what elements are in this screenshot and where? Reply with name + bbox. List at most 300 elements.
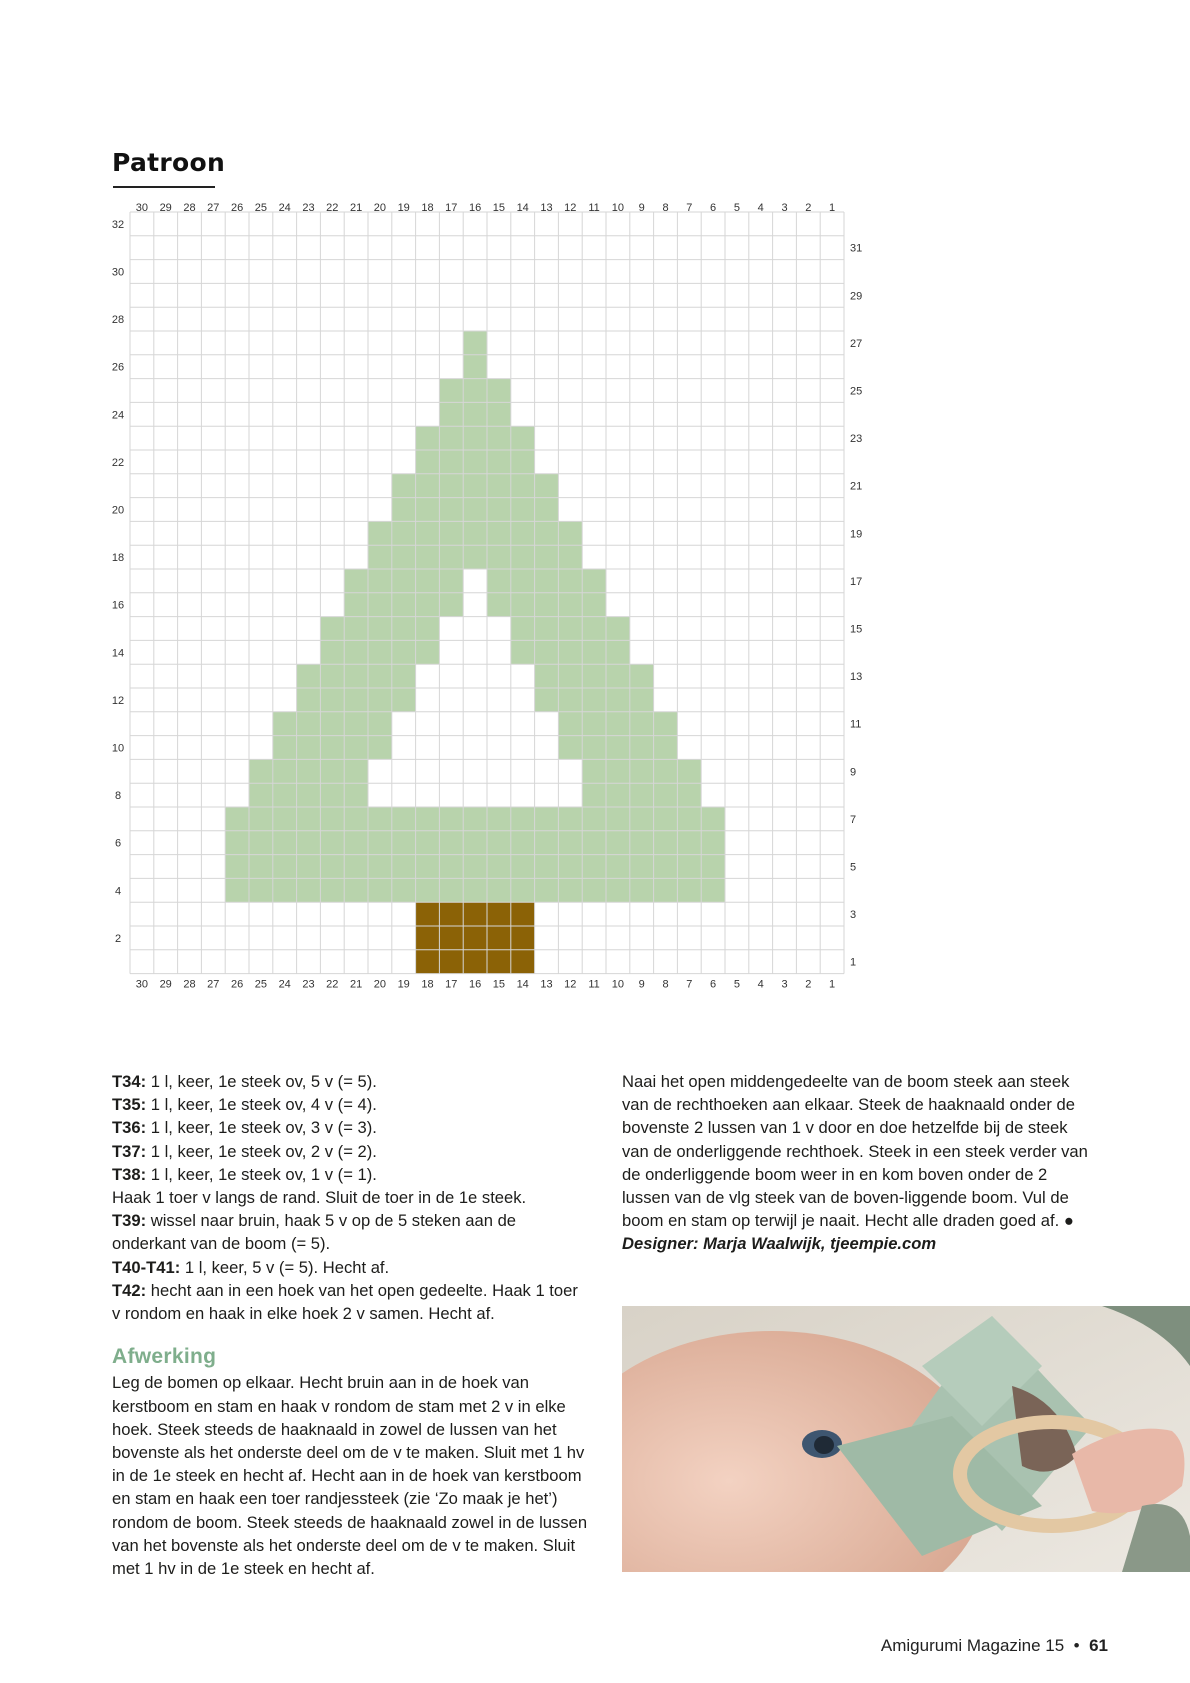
chart-cell-green [344,807,368,831]
chart-cell-green [439,450,463,474]
chart-cell-green [297,712,321,736]
chart-cell-green [249,878,273,902]
col-label-top: 7 [686,202,693,214]
col-label-bottom: 1 [829,978,836,991]
col-label-bottom: 13 [540,978,553,991]
chart-cell-green [439,593,463,617]
chart-cell-green [416,878,440,902]
chart-cell-green [416,617,440,641]
chart-cell-green [344,783,368,807]
col-label-bottom: 23 [302,978,315,991]
row-text: wissel naar bruin, haak 5 v op de 5 steken aan de onderkant van de boom (= 5). [112,1211,517,1254]
chart-cell-green [416,545,440,569]
row-label-left: 20 [111,504,125,517]
row-label-right: 21 [850,480,863,493]
row-instructions [112,1070,590,1325]
chart-cell-brown [439,950,463,974]
col-label-bottom: 4 [757,978,764,991]
chart-cell-brown [463,950,487,974]
row-label-right: 31 [850,242,863,255]
chart-cell-green [225,807,249,831]
row-label: T34: [112,1072,147,1091]
chart-cell-brown [416,926,440,950]
row-label-right: 17 [850,575,863,588]
chart-cell-green [582,617,606,641]
title-underline [113,186,215,188]
row-text: 1 l, keer, 1e steek ov, 4 v (= 4). [146,1095,377,1115]
col-label-bottom: 11 [588,978,600,991]
row-text: Haak 1 toer v langs de rand. Sluit de toer in de 1e steek. [112,1188,527,1208]
chart-cell-green [273,831,297,855]
col-label-bottom: 16 [468,978,482,991]
col-label-top: 29 [159,202,172,214]
chart-cell-green [606,759,630,783]
chart-cell-green [344,736,368,760]
chart-cell-green [368,521,392,545]
row-label-left: 4 [114,885,122,898]
col-label-top: 13 [540,202,553,214]
chart-cell-green [439,402,463,426]
chart-cell-green [535,498,559,522]
col-label-top: 11 [588,202,600,214]
chart-cell-green [654,712,678,736]
row-label-right: 19 [850,528,863,541]
chart-cell-green [535,807,559,831]
chart-cell-brown [439,926,463,950]
row-instruction [112,1093,590,1116]
chart-cell-green [439,878,463,902]
chart-cell-green [582,759,606,783]
col-label-top: 9 [638,202,645,214]
col-label-bottom: 15 [492,978,506,991]
row-label: T42: [112,1280,147,1300]
chart-cell-green [582,878,606,902]
chart-cell-green [416,855,440,879]
row-label-left: 32 [111,218,125,231]
chart-cell-green [225,855,249,879]
chart-cell-green [654,831,678,855]
chart-cell-green [487,402,511,426]
chart-cell-brown [439,902,463,926]
chart-cell-green [392,688,416,712]
chart-cell-green [368,545,392,569]
chart-cell-green [582,664,606,688]
chart-cell-green [225,878,249,902]
col-label-bottom: 21 [349,978,363,991]
chart-cell-green [439,569,463,593]
row-label: T36: [112,1118,147,1138]
chart-cell-green [535,617,559,641]
chart-cell-green [416,521,440,545]
col-label-top: 6 [710,202,717,214]
chart-cell-green [511,807,535,831]
chart-cell-green [392,831,416,855]
row-label-right: 15 [850,623,863,636]
col-label-bottom: 5 [733,978,740,991]
chart-cell-green [273,783,297,807]
chart-cell-green [368,664,392,688]
chart-cell-green [606,807,630,831]
chart-cell-green [416,807,440,831]
row-label: T39: [112,1211,147,1231]
chart-cell-green [558,569,582,593]
chart-cell-green [392,593,416,617]
chart-cell-green [511,498,535,522]
chart-cell-green [320,617,344,641]
row-label-left: 24 [111,409,125,422]
chart-cell-green [368,878,392,902]
row-text: 1 l, keer, 5 v (= 5). Hecht af. [180,1257,390,1277]
chart-cell-green [582,855,606,879]
col-label-bottom: 17 [445,978,458,991]
chart-cell-green [416,498,440,522]
chart-cell-green [344,593,368,617]
col-label-top: 5 [733,202,740,214]
chart-cell-green [297,783,321,807]
chart-cell-green [320,783,344,807]
chart-cell-green [463,402,487,426]
row-label-left: 6 [114,837,122,850]
col-label-bottom: 18 [421,978,434,991]
col-label-top: 24 [278,202,291,214]
row-label-left: 2 [114,932,122,945]
chart-cell-brown [511,902,535,926]
chart-cell-brown [416,950,440,974]
chart-cell-green [439,807,463,831]
chart-cell-green [511,450,535,474]
chart-cell-green [558,855,582,879]
chart-cell-green [511,474,535,498]
col-label-top: 14 [516,202,529,214]
col-label-top: 3 [781,202,788,214]
chart-cell-green [297,807,321,831]
chart-cell-green [630,759,654,783]
chart-grid [100,200,880,1000]
chart-cell-green [392,498,416,522]
chart-cell-green [582,640,606,664]
chart-cell-green [416,831,440,855]
chart-cell-green [297,831,321,855]
chart-cell-green [511,617,535,641]
chart-cell-green [416,426,440,450]
chart-cell-green [558,878,582,902]
page-number: 61 [1089,1636,1108,1655]
chart-cell-green [368,712,392,736]
row-label: T35: [112,1095,147,1115]
row-label-right: 25 [850,385,863,398]
chart-cell-green [297,664,321,688]
col-label-bottom: 14 [516,978,529,991]
chart-cell-green [392,474,416,498]
col-label-bottom: 25 [254,978,268,991]
row-instruction [112,1209,590,1255]
chart-cell-green [487,855,511,879]
col-label-bottom: 10 [611,978,625,991]
chart-cell-green [487,450,511,474]
chart-cell-green [487,379,511,403]
chart-cell-green [511,545,535,569]
chart-cell-green [487,426,511,450]
chart-cell-green [654,759,678,783]
row-label-right: 9 [850,766,857,779]
chart-cell-green [273,855,297,879]
chart-cell-green [344,831,368,855]
chart-cell-green [487,521,511,545]
chart-cell-green [677,783,701,807]
chart-cell-green [416,593,440,617]
row-instruction [112,1186,590,1209]
chart-cell-green [249,807,273,831]
chart-cell-green [582,712,606,736]
row-text: hecht aan in een hoek van het open gedeelte. Haak 1 toer v rondom en haak in elke hoek 2 v samen. Hecht af. [112,1280,578,1324]
instructions-left [112,1070,590,1580]
col-label-top: 26 [230,202,244,214]
chart-cell-green [344,759,368,783]
chart-cell-green [368,807,392,831]
chart-cell-green [297,688,321,712]
chart-cell-green [463,807,487,831]
chart-cell-green [558,688,582,712]
chart-cell-green [416,640,440,664]
chart-cell-green [273,736,297,760]
col-label-top: 17 [445,202,458,214]
footer-separator: • [1073,1636,1080,1655]
chart-cell-green [630,855,654,879]
chart-cell-green [416,474,440,498]
col-label-bottom: 2 [805,978,812,991]
row-text: 1 l, keer, 1e steek ov, 3 v (= 3). [146,1118,377,1138]
row-text: 1 l, keer, 1e steek ov, 2 v (= 2). [146,1141,377,1161]
chart-cell-green [439,498,463,522]
chart-cell-green [606,664,630,688]
chart-cell-green [439,521,463,545]
chart-cell-brown [416,902,440,926]
chart-cell-green [654,878,678,902]
chart-cell-green [511,855,535,879]
col-label-top: 15 [492,202,506,214]
chart-cell-green [701,807,725,831]
row-instruction [112,1116,590,1139]
chart-cell-green [558,593,582,617]
row-label-right: 23 [850,433,863,446]
chart-cell-green [392,545,416,569]
col-label-top: 19 [397,202,410,214]
chart-cell-green [630,736,654,760]
chart-cell-green [654,736,678,760]
chart-cell-green [368,736,392,760]
col-label-top: 2 [805,202,812,214]
col-label-top: 18 [421,202,434,214]
chart-cell-green [511,831,535,855]
chart-cell-green [487,878,511,902]
instructions-right [622,1070,1098,1256]
chart-cell-green [249,783,273,807]
col-label-top: 27 [207,202,220,214]
chart-cell-green [439,545,463,569]
chart-cell-green [535,688,559,712]
chart-cell-green [368,855,392,879]
row-label-right: 11 [850,718,862,731]
chart-cell-green [558,617,582,641]
col-label-top: 25 [254,202,268,214]
chart-cell-brown [487,902,511,926]
chart-cell-green [320,759,344,783]
page-footer [881,1636,1108,1656]
chart-cell-green [677,807,701,831]
chart-cell-green [677,759,701,783]
chart-cell-green [630,688,654,712]
chart-cell-green [392,640,416,664]
row-label-right: 1 [850,956,857,969]
chart-cell-green [320,664,344,688]
row-label: T38: [112,1164,147,1184]
chart-cell-green [368,640,392,664]
chart-cell-green [701,831,725,855]
col-label-bottom: 30 [135,978,149,991]
row-label-right: 13 [850,671,863,684]
chart-cell-green [463,379,487,403]
afwerking-heading: Afwerking [112,1345,217,1369]
chart-cell-green [439,855,463,879]
chart-cell-green [606,783,630,807]
col-label-top: 12 [564,202,577,214]
chart-cell-brown [511,926,535,950]
chart-cell-green [606,878,630,902]
designer-credit: Designer: Marja Waalwijk, tjeempie.com [622,1234,937,1254]
chart-cell-green [701,878,725,902]
col-label-bottom: 28 [183,978,196,991]
chart-cell-green [368,569,392,593]
chart-cell-green [249,831,273,855]
chart-cell-green [463,498,487,522]
chart-cell-green [487,593,511,617]
chart-cell-green [511,878,535,902]
chart-cell-green [249,855,273,879]
col-label-bottom: 29 [159,978,172,991]
afwerking-paragraph: Leg de bomen op elkaar. Hecht bruin aan in de hoek van kerstboom en stam en haak v rondom de stam met 2 v in elke hoek. Steek steeds de haaknaald in zowel de lussen van het bovenste als het onderste deel om de v te maken. Sluit met 1 hv in de 1e steek en hecht af. Hecht aan in de hoek van kerstboom en stam en haak een toer randjessteek (zie ‘Zo maak je het’) rondom de boom. Steek steeds de haaknaald zowel in de lussen van het bovenste als het onderste deel om de v te maken. Sluit met 1 hv in de 1e steek en hecht af. [112,1373,588,1579]
chart-cell-green [463,426,487,450]
chart-cell-green [487,545,511,569]
row-instruction [112,1140,590,1163]
chart-cell-green [344,640,368,664]
chart-cell-green [558,807,582,831]
row-label-left: 14 [111,647,125,660]
chart-cell-green [535,569,559,593]
col-label-top: 4 [757,202,764,214]
chart-cell-green [511,593,535,617]
row-label-left: 30 [111,266,125,279]
chart-cell-green [511,640,535,664]
chart-cell-green [463,878,487,902]
chart-cell-green [487,474,511,498]
chart-cell-green [344,688,368,712]
chart-cell-green [297,736,321,760]
chart-cell-green [582,688,606,712]
chart-cell-green [535,474,559,498]
row-label: T37: [112,1141,147,1161]
col-label-bottom: 3 [781,978,788,991]
chart-cell-green [654,807,678,831]
chart-cell-green [606,736,630,760]
chart-cell-brown [511,950,535,974]
chart-cell-green [297,878,321,902]
chart-cell-green [606,688,630,712]
col-label-bottom: 8 [662,978,669,991]
chart-cell-green [297,759,321,783]
chart-cell-green [511,569,535,593]
chart-cell-green [463,855,487,879]
row-label-left: 18 [111,552,125,565]
chart-cell-green [344,617,368,641]
chart-cell-brown [463,926,487,950]
chart-cell-green [487,498,511,522]
baby-photo [622,1306,1190,1572]
chart-cell-green [677,855,701,879]
chart-cell-green [320,712,344,736]
chart-cell-green [582,736,606,760]
chart-cell-green [535,545,559,569]
page-title: Patroon [112,148,226,177]
chart-cell-green [368,831,392,855]
chart-cell-green [368,688,392,712]
chart-cell-green [535,831,559,855]
row-label-right: 3 [850,909,857,922]
col-label-bottom: 24 [278,978,291,991]
chart-cell-green [344,569,368,593]
chart-cell-brown [487,926,511,950]
chart-cell-green [535,855,559,879]
chart-cell-green [463,545,487,569]
row-label-left: 26 [111,361,125,374]
chart-cell-green [701,855,725,879]
chart-cell-green [368,617,392,641]
col-label-top: 10 [611,202,625,214]
chart-cell-green [368,593,392,617]
chart-cell-green [416,450,440,474]
row-label-right: 5 [850,861,857,874]
col-label-top: 8 [662,202,669,214]
chart-cell-green [463,474,487,498]
chart-cell-green [535,640,559,664]
chart-cell-green [344,878,368,902]
chart-cell-green [487,807,511,831]
col-label-top: 21 [349,202,363,214]
chart-cell-green [582,831,606,855]
chart-cell-green [582,783,606,807]
col-label-bottom: 9 [638,978,645,991]
chart-cell-green [654,855,678,879]
row-label-left: 16 [111,599,125,612]
row-instruction [112,1163,590,1186]
col-label-bottom: 19 [397,978,410,991]
chart-cell-green [463,355,487,379]
chart-cell-green [511,521,535,545]
row-instruction [112,1070,590,1093]
row-instruction [112,1279,590,1325]
chart-cell-green [606,855,630,879]
col-label-bottom: 22 [326,978,339,991]
col-label-top: 16 [468,202,482,214]
chart-cell-brown [463,902,487,926]
chart-cell-green [558,736,582,760]
right-paragraph: Naai het open middengedeelte van de boom steek aan steek van de rechthoeken aan elkaar. Steek de haaknaald onder de bovenste 2 lussen van 1 v door en doe hetzelfde bij de steek van de onderliggende rechthoek. Steek in een steek verder van de onderliggende boom weer in en kom boven onder de 2 lussen van de vlg steek van de boven-liggende boom. Vul de boom en stam op terwijl je naait. Hecht alle draden goed af. [622,1072,1088,1231]
chart-cell-green [320,640,344,664]
chart-cell-green [344,664,368,688]
chart-cell-green [606,617,630,641]
row-label-right: 7 [850,813,857,826]
col-label-top: 30 [135,202,149,214]
magazine-name: Amigurumi Magazine 15 [880,1636,1065,1655]
